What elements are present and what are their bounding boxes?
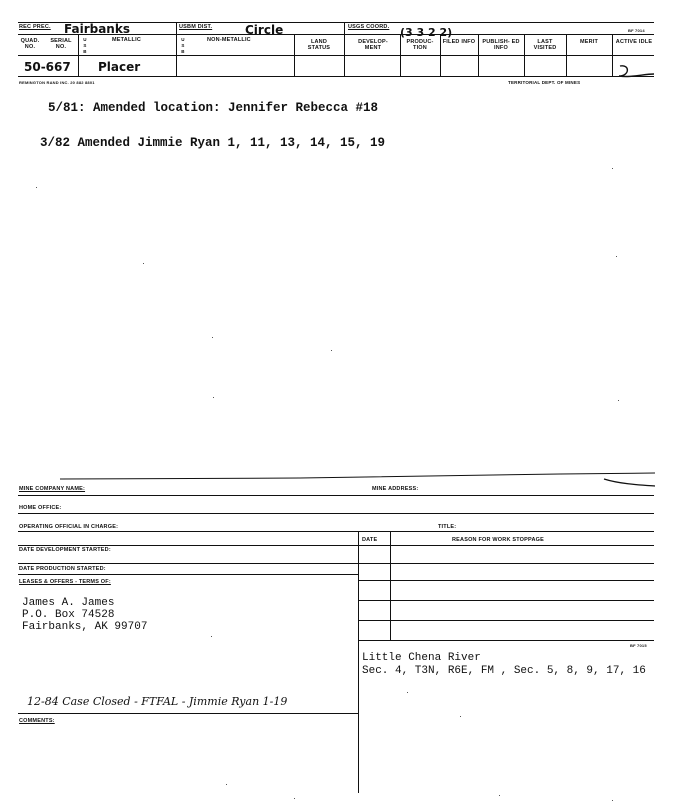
usbm-dist-label: USBM DIST. <box>179 24 213 30</box>
form-number-top: BF 7014 <box>628 28 645 33</box>
handwritten-note: 12-84 Case Closed - FTFAL - Jimmie Ryan 1-19 <box>27 695 288 708</box>
merit-header: MERIT <box>579 39 599 45</box>
dept-imprint: TERRITORIAL DEPT. OF MINES <box>508 80 581 85</box>
usb-left-header: U S B <box>83 37 87 54</box>
operating-official-label: OPERATING OFFICIAL IN CHARGE: <box>19 524 119 530</box>
note-line-1: 5/81: Amended location: Jennifer Rebecca #18 <box>48 101 379 115</box>
leases-label: LEASES & OFFERS - TERMS OF: <box>19 579 111 585</box>
land-status-header: LAND STATUS <box>307 39 331 51</box>
title-label: TITLE: <box>438 524 457 530</box>
metallic-value: Placer <box>98 60 141 74</box>
printer-imprint: REMINGTON RAND INC. 20 882 8801 <box>19 80 95 85</box>
address-line-2: P.O. Box 74528 <box>22 609 115 621</box>
rec-prec-value: Fairbanks <box>64 22 130 36</box>
location-line-2: Sec. 4, T3N, R6E, FM , Sec. 5, 8, 9, 17, 16 <box>362 665 646 677</box>
metallic-header: METALLIC <box>112 37 141 43</box>
mine-address-label: MINE ADDRESS: <box>372 486 419 492</box>
quad-serial-value: 50-667 <box>24 60 71 74</box>
handwritten-mark <box>616 62 656 80</box>
address-line-3: Fairbanks, AK 99707 <box>22 621 148 633</box>
production-header: PRODUC- TION <box>406 39 434 51</box>
home-office-label: HOME OFFICE: <box>19 505 62 511</box>
card-top-edge <box>0 470 678 496</box>
comments-label: COMMENTS: <box>19 718 55 724</box>
address-line-1: James A. James <box>22 597 115 609</box>
usgs-coord-label: USGS COORD. <box>348 24 390 30</box>
last-visited-header: LAST VISITED <box>533 39 557 51</box>
usgs-coord-value: (3 3 2 2) <box>400 26 453 39</box>
date-development-label: DATE DEVELOPMENT STARTED: <box>19 547 111 553</box>
date-production-label: DATE PRODUCTION STARTED: <box>19 566 106 572</box>
address-block <box>22 597 147 633</box>
development-header: DEVELOP- MENT <box>358 39 388 51</box>
quad-no-header: QUAD. NO. <box>20 38 40 50</box>
usbm-dist-value: Circle <box>245 23 284 37</box>
active-idle-header: ACTIVE IDLE <box>615 39 653 45</box>
form-number-bottom: BF 7015 <box>630 643 647 648</box>
non-metallic-header: NON-METALLIC <box>207 37 251 43</box>
rec-prec-label: REC PREC. <box>19 24 51 30</box>
date-header: DATE <box>362 537 378 543</box>
usb-right-header: U S B <box>181 37 185 54</box>
published-info-header: PUBLISH- ED INFO <box>482 39 520 51</box>
note-line-2: 3/82 Amended Jimmie Ryan 1, 11, 13, 14, 15, 19 <box>40 136 386 150</box>
location-block <box>362 652 646 678</box>
filed-info-header: FILED INFO <box>442 39 476 45</box>
reason-header: REASON FOR WORK STOPPAGE <box>452 537 544 543</box>
mine-company-name-label: MINE COMPANY NAME: <box>19 486 86 492</box>
serial-no-header: SERIAL NO. <box>50 38 72 50</box>
location-line-1: Little Chena River <box>362 652 481 664</box>
